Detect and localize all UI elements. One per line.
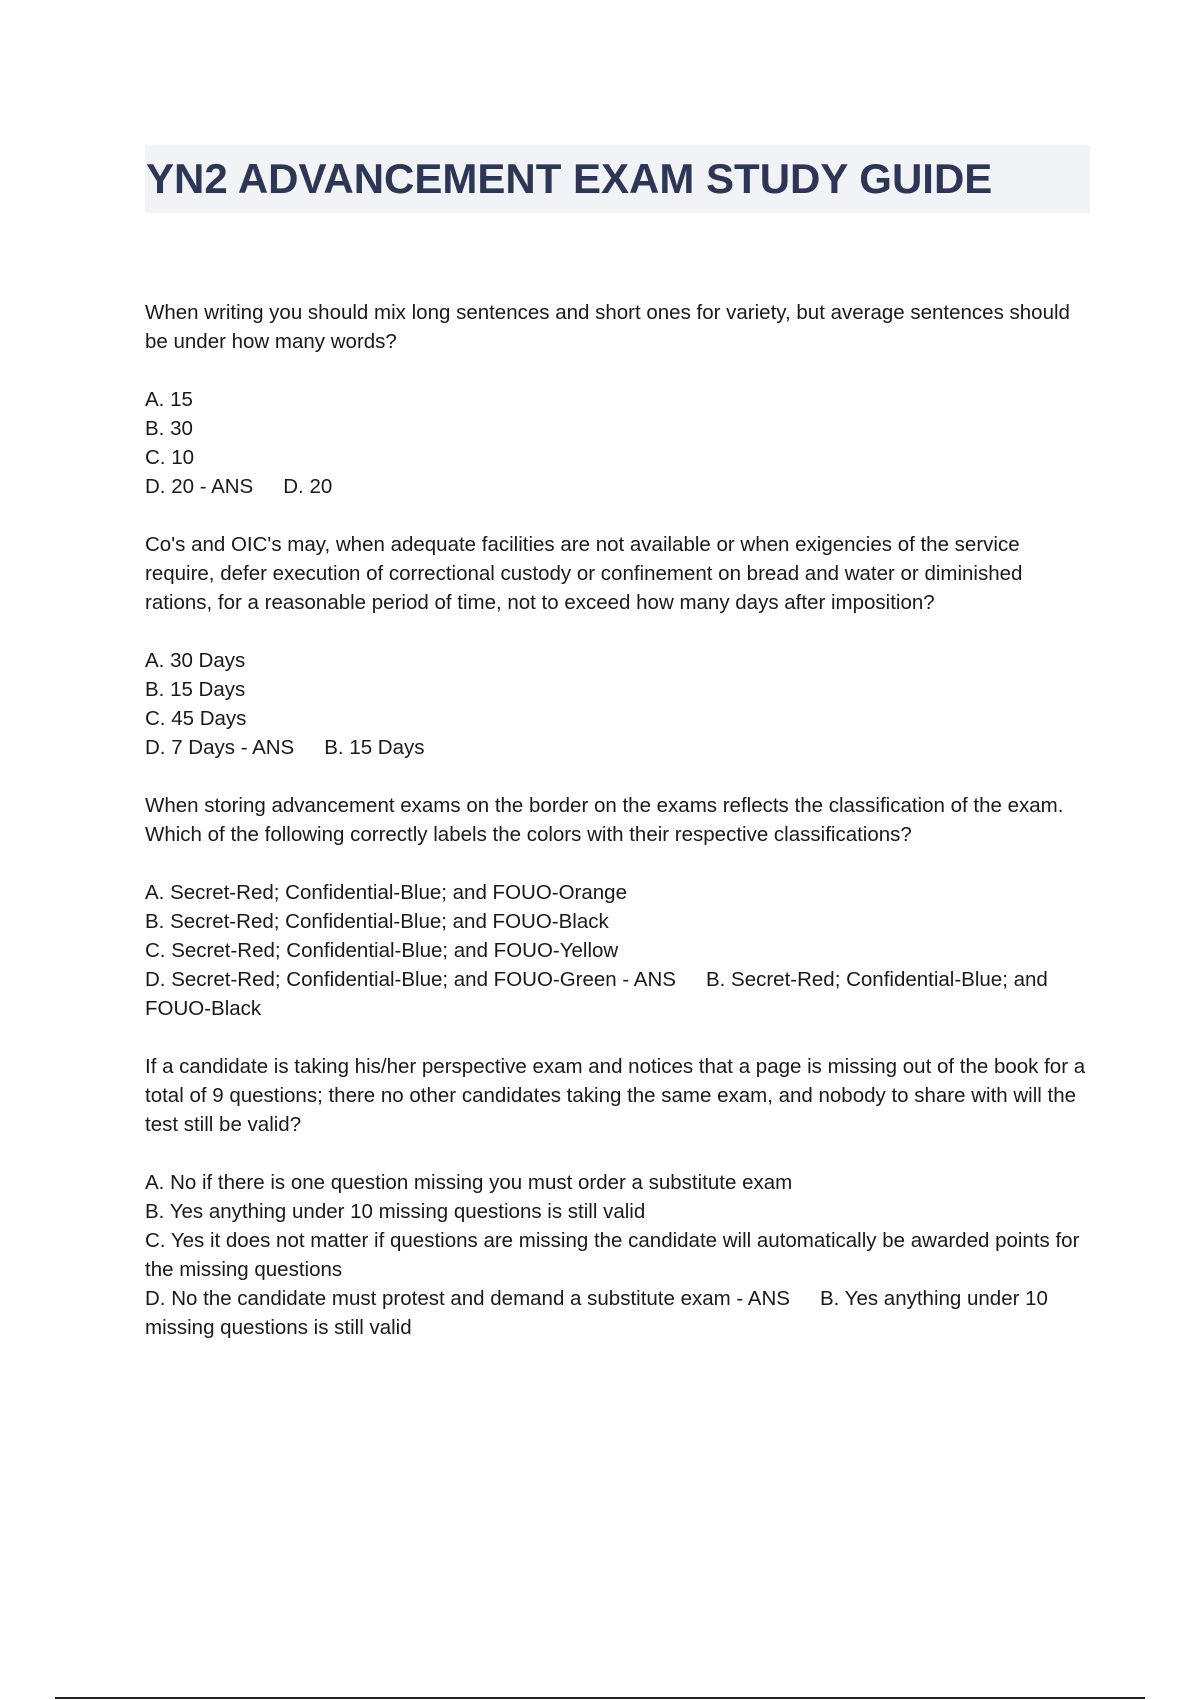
question-text: When storing advancement exams on the border on the exams reflects the classification of the exam. Which of the following correctly labels the colors with their respective classifications? <box>145 794 1064 846</box>
question-block <box>145 298 1090 501</box>
page-title: YN2 ADVANCEMENT EXAM STUDY GUIDE <box>146 155 993 202</box>
option-item-with-answer <box>145 965 1090 1023</box>
option-list <box>145 646 1090 762</box>
answer-text: D. 20 <box>283 475 333 498</box>
question-text: Co's and OIC's may, when adequate facilities are not available or when exigencies of the service require, defer execution of correctional custody or confinement on bread and water or diminished rations, for a reasonable period of time, not to exceed how many days after imposition? <box>145 533 1023 614</box>
option-item-with-answer <box>145 733 1090 762</box>
option-item: A. 15 <box>145 388 193 411</box>
question-list <box>145 298 1090 1371</box>
option-item: B. 15 Days <box>145 678 246 701</box>
option-item: C. Yes it does not matter if questions are missing the candidate will automatically be awarded points for the missing questions <box>145 1229 1080 1281</box>
question-text: When writing you should mix long sentences and short ones for variety, but average sentences should be under how many words? <box>145 301 1070 353</box>
option-item-with-answer <box>145 472 1090 501</box>
question-block <box>145 791 1090 1023</box>
answer-text: B. Yes anything under 10 missing questions is still valid <box>145 1287 1048 1339</box>
option-item: C. Secret-Red; Confidential-Blue; and FOUO-Yellow <box>145 939 619 962</box>
option-item: C. 10 <box>145 446 194 469</box>
option-item: B. Yes anything under 10 missing questions is still valid <box>145 1200 646 1223</box>
option-text: D. Secret-Red; Confidential-Blue; and FOUO-Green - ANS <box>145 968 676 991</box>
option-list <box>145 878 1090 1023</box>
question-block <box>145 1052 1090 1342</box>
option-list <box>145 1168 1090 1342</box>
option-item: B. 30 <box>145 417 193 440</box>
option-item: A. Secret-Red; Confidential-Blue; and FOUO-Orange <box>145 881 627 904</box>
option-list <box>145 385 1090 501</box>
option-text: D. 7 Days - ANS <box>145 736 295 759</box>
option-item-with-answer <box>145 1284 1090 1342</box>
question-block <box>145 530 1090 762</box>
answer-text: B. 15 Days <box>324 736 425 759</box>
question-text: If a candidate is taking his/her perspective exam and notices that a page is missing out of the book for a total of 9 questions; there no other candidates taking the same exam, and nobody to share with will the test still be valid? <box>145 1055 1086 1136</box>
option-text: D. 20 - ANS <box>145 475 254 498</box>
option-item: A. No if there is one question missing you must order a substitute exam <box>145 1171 793 1194</box>
option-item: C. 45 Days <box>145 707 247 730</box>
option-text: D. No the candidate must protest and demand a substitute exam - ANS <box>145 1287 790 1310</box>
answer-text: B. Secret-Red; Confidential-Blue; and FOUO-Black <box>145 968 1048 1020</box>
option-item: A. 30 Days <box>145 649 246 672</box>
option-item: B. Secret-Red; Confidential-Blue; and FOUO-Black <box>145 910 609 933</box>
footer-divider <box>55 1697 1145 1699</box>
